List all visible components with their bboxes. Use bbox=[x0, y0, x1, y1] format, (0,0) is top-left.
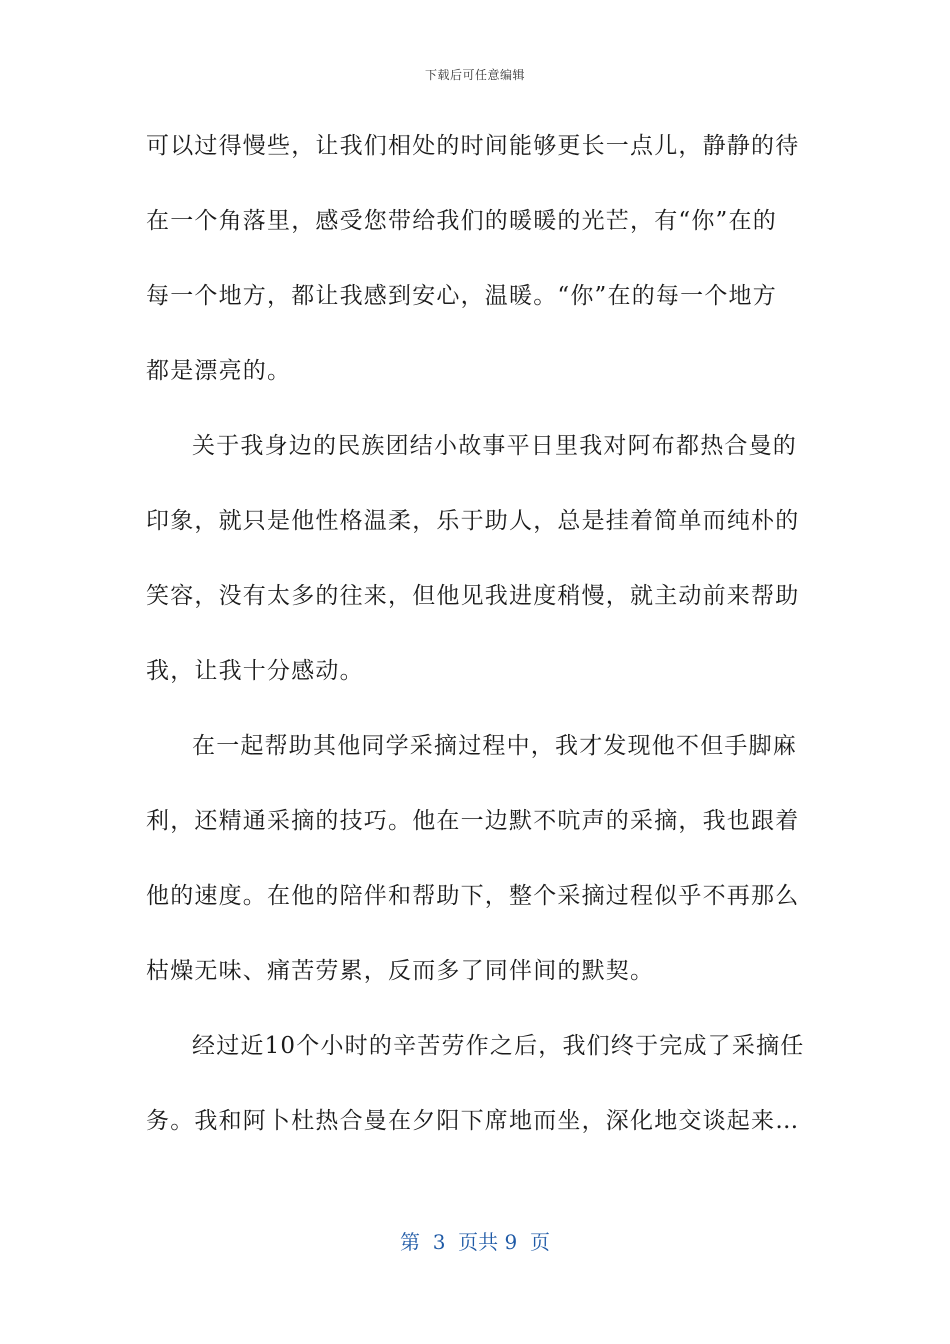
paragraph-first-line: 关于我身边的民族团结小故事平日里我对阿布都热合曼的 bbox=[192, 433, 797, 459]
paragraph-first-line: 在一起帮助其他同学采摘过程中，我才发现他不但手脚麻 bbox=[192, 733, 797, 759]
text-line: 他的速度。在他的陪伴和帮助下，整个采摘过程似乎不再那么 bbox=[146, 883, 800, 909]
text-line: 每一个地方，都让我感到安心，温暖。“你”在的每一个地方 bbox=[146, 283, 777, 309]
text-line: 印象，就只是他性格温柔，乐于助人，总是挂着简单而纯朴的 bbox=[146, 508, 800, 534]
text-line: 我，让我十分感动。 bbox=[146, 658, 364, 684]
text-line: 利，还精通采摘的技巧。他在一边默不吭声的采摘，我也跟着 bbox=[146, 808, 800, 834]
text-line: 在一个角落里，感受您带给我们的暖暖的光芒，有“你”在的 bbox=[146, 208, 777, 234]
text-line: 可以过得慢些，让我们相处的时间能够更长一点儿，静静的待 bbox=[146, 133, 800, 159]
text-line: 枯燥无味、痛苦劳累，反而多了同伴间的默契。 bbox=[146, 958, 655, 984]
paragraph-first-line: 经过近10个小时的辛苦劳作之后，我们终于完成了采摘任 bbox=[192, 1033, 805, 1059]
text-line: 都是漂亮的。 bbox=[146, 358, 292, 384]
document-body bbox=[146, 122, 805, 1172]
text-line: 务。我和阿卜杜热合曼在夕阳下席地而坐，深化地交谈起来… bbox=[146, 1108, 800, 1134]
page-header-note: 下载后可任意编辑 bbox=[424, 68, 525, 82]
text-line: 笑容，没有太多的往来，但他见我进度稍慢，就主动前来帮助 bbox=[146, 583, 800, 609]
page-number-footer: 第 3 页共 9 页 bbox=[400, 1230, 550, 1254]
